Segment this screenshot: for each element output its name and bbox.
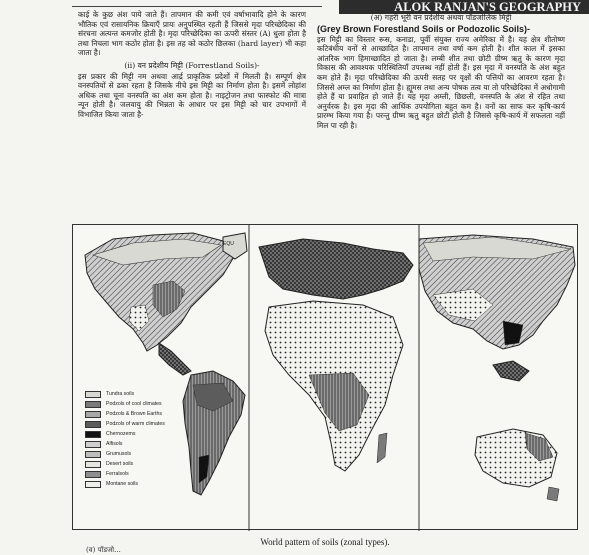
left-column — [78, 10, 306, 120]
figure-caption: World pattern of soils (zonal types). — [260, 537, 390, 547]
legend-label: Podzols of warm climates — [106, 421, 165, 427]
right-paragraph: इस मिट्टी का विस्तार रूस, कनाडा, पूर्वी संयुक्त राज्य अमेरिका में है। यह क्षेत्र शीतोष्ण कटिबंधीय वनों से आच्छादित है। तापमान तथा वर्षा कम होती है। शीत काल में इसका आंतरिक भाग हिमाच्छादित हो जाता है। लम्बी शीत तथा छोटी ग्रीष्म ऋतु के कारण मृदा विकास की आवश्यक परिस्थितियाँ उपलब्ध नहीं होती हैं। इस मृदा में वनस्पति के अंश बहुत कम होते हैं। मृदा परिच्छेदिका की ऊपरी सतह पर वृक्षों की पत्तियों का आवरण रहता है। जिससे अम्ल का निर्माण होता है। ह्यूमस तथा अन्य पोषक तत्व या तो परिच्छेदिका में अधोगामी होते हैं या प्रवाहित हो जाते हैं। यह मृदा अम्ली, छिछली, वनस्पति के अंश से रहित तथा अनुर्वरक है। इस मृदा की आर्थिक उपयोगिता बहुत कम है। वनों का साफ कर कृषि-कार्य प्रारम्भ किया गया है। परन्तु ग्रीष्म ऋतु बहुत छोटी होती है जिससे कृषि-कार्य में सफलता नहीं मिल पा रही है। — [317, 34, 565, 130]
right-heading: (अ) गहरी भूरी वन प्रदेशीय अथवा पॉडजोलिक मिट्टी — [370, 13, 512, 22]
legend-item — [85, 449, 225, 459]
legend-item — [85, 389, 225, 399]
legend-item — [85, 479, 225, 489]
legend-item — [85, 439, 225, 449]
legend-swatch — [85, 431, 101, 438]
left-subheading: (ii) वन प्रदेशीय मिट्टी (Forrestland Soils)- — [124, 60, 260, 70]
legend-swatch — [85, 411, 101, 418]
legend-swatch — [85, 391, 101, 398]
europe-africa-landmass — [259, 239, 413, 471]
legend-swatch — [85, 451, 101, 458]
legend-label: Alfisols — [106, 441, 123, 447]
legend-item — [85, 429, 225, 439]
legend-swatch — [85, 441, 101, 448]
legend-swatch — [85, 401, 101, 408]
right-heading-english: (Grey Brown Forestland Soils or Podozolic Soils)- — [317, 23, 531, 34]
right-column — [317, 10, 565, 131]
world-soil-map — [72, 224, 578, 530]
legend-label: Desert soils — [106, 461, 134, 467]
legend-label: Grumusols — [106, 451, 132, 457]
legend-item — [85, 399, 225, 409]
legend-label: Podzols of cool climates — [106, 401, 162, 407]
legend-swatch — [85, 461, 101, 468]
legend-item — [85, 469, 225, 479]
legend-label: Chernozems — [106, 431, 136, 437]
asia-landmass — [419, 235, 575, 381]
legend-swatch — [85, 421, 101, 428]
next-section-fragment: (व) पॉडजो... — [86, 546, 121, 554]
legend-label: Montane soils — [106, 481, 139, 487]
legend-label: Ferralsols — [106, 471, 129, 477]
north-america-landmass — [85, 233, 235, 375]
legend-item — [85, 409, 225, 419]
legend-item — [85, 419, 225, 429]
legend-swatch — [85, 481, 101, 488]
australia-landmass — [475, 429, 559, 501]
legend-swatch — [85, 471, 101, 478]
map-legend — [85, 389, 225, 489]
book-header: ALOK RANJAN'S GEOGRAPHY — [339, 0, 589, 14]
legend-item — [85, 459, 225, 469]
legend-label: Tundra soils — [106, 391, 135, 397]
legend-label: Podzols & Brown Earths — [106, 411, 162, 417]
equator-label: EQU — [223, 241, 234, 247]
top-rule — [72, 6, 322, 7]
left-paragraph-2: इस प्रकार की मिट्टी नम अथवा आर्द्र प्राकृतिक प्रदेशों में मिलती है। सम्पूर्ण क्षेत्र वनस्पतियों से ढका रहता है जिसके नीचे इस मिट्टी का निर्माण होता है। इसमें लोहांश अधिक तथा चूना वनस्पति का अंश कम होता है। नाइट्रोजन तथा फास्फोट की मात्रा न्यून होती है। जलवायु की भिन्नता के आधार पर इस मिट्टी को चार उपभागों में विभाजित किया जाता है- — [78, 71, 306, 119]
left-paragraph-1: काई के कुछ अंश पाये जाते हैं। तापमान की कमी एवं वर्षाभावादि होने के कारण भौतिक एवं रासायनिक क्रियाएँ प्रायः अनुपस्थित रहती हैं जिससे मृदा परिच्छेदिका की संरचना अत्यन्त कमजोर होती है। मृदा परिच्छेदिका का ऊपरी संस्तर (A) धुला होता है तथा निचला भाग कठोर होता है। इस तह को कठोर छिलका (hard layer) भी कहा जाता है। — [78, 10, 306, 58]
